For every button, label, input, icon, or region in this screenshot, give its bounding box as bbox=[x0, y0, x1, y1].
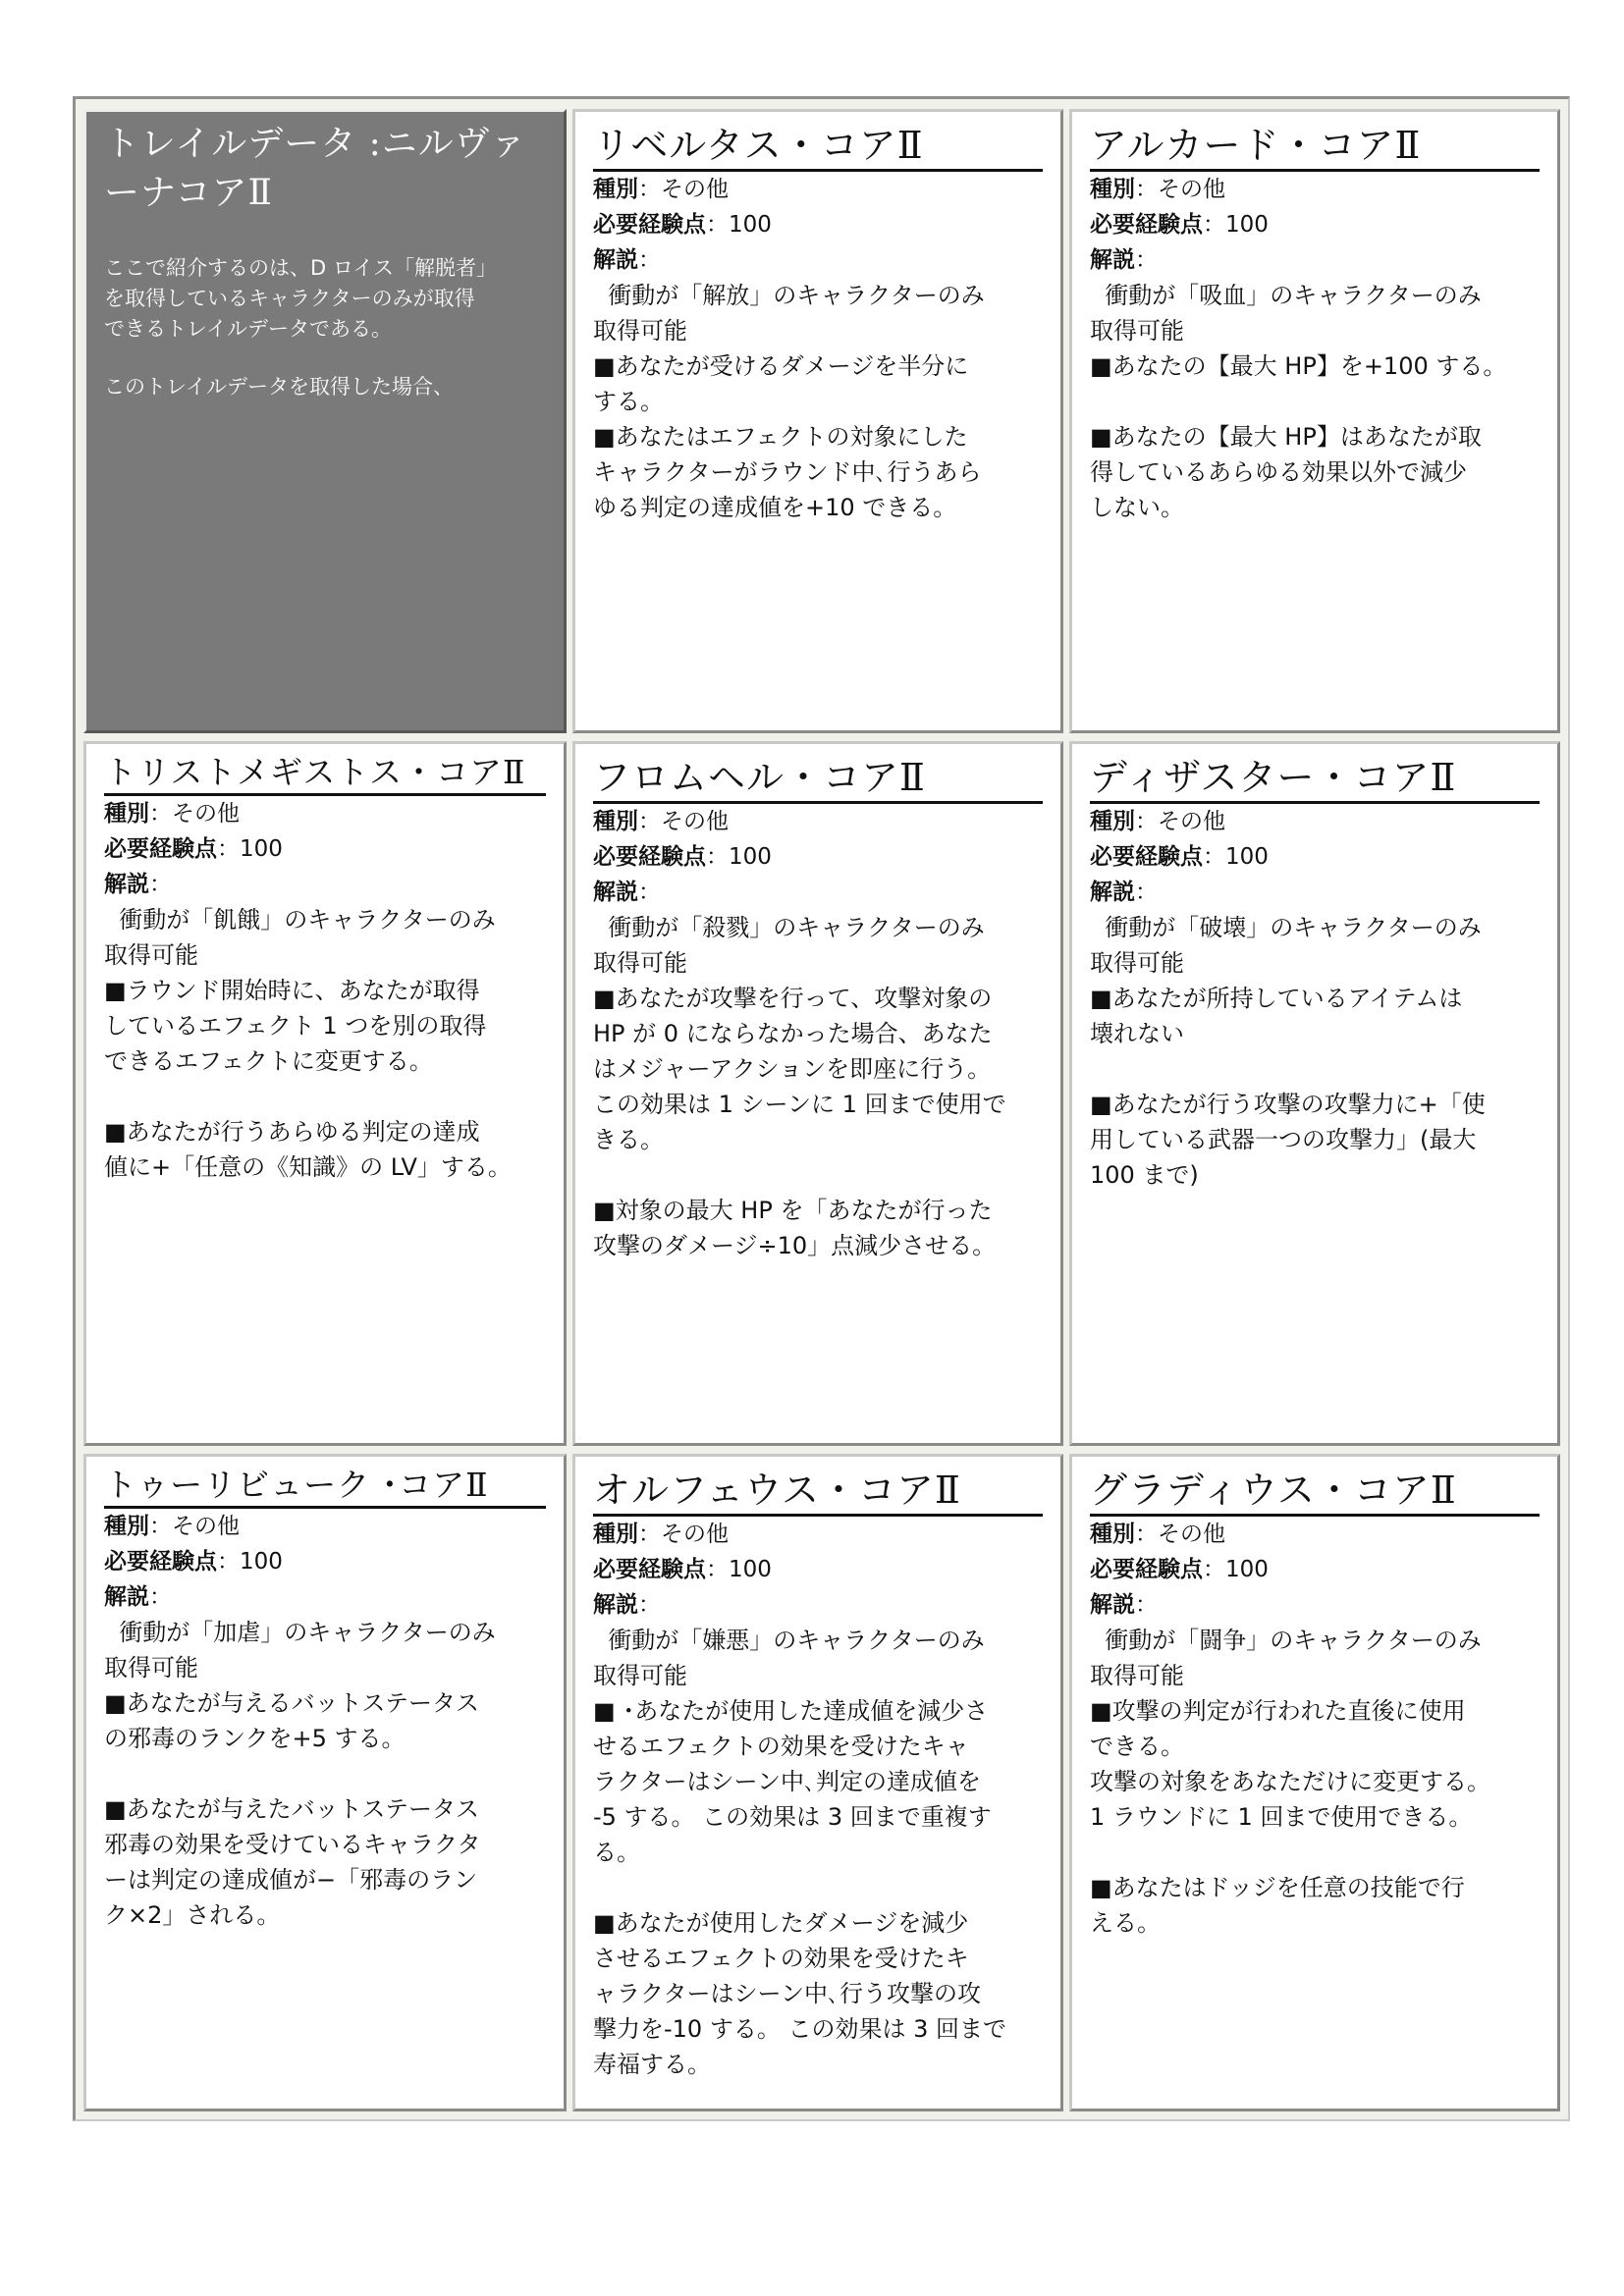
card-libertas bbox=[572, 109, 1063, 733]
desc-colon: ： bbox=[1135, 880, 1158, 905]
exp-label: 必要経験点 bbox=[104, 836, 217, 862]
exp-row bbox=[1090, 1552, 1540, 1587]
exp-value: ：100 bbox=[217, 836, 283, 862]
type-label: 種別 bbox=[1090, 809, 1135, 834]
desc-label: 解説 bbox=[1090, 880, 1135, 905]
desc-colon: ： bbox=[149, 1584, 172, 1610]
card-title: グラディウス・コアⅡ bbox=[1090, 1468, 1540, 1517]
type-value: ：その他 bbox=[1135, 177, 1225, 202]
desc-colon: ： bbox=[1135, 247, 1158, 273]
card-orpheus bbox=[572, 1454, 1063, 2111]
type-value: ：その他 bbox=[638, 177, 729, 202]
desc-label: 解説 bbox=[593, 247, 638, 273]
intro-paragraph-2: このトレイルデータを取得した場合、 bbox=[104, 375, 454, 399]
card-body: 衝動が「加虐」のキャラクターのみ 取得可能 ■あなたが与えるバットステータス の邪毒のランクを+5 する。 ■あなたが与えたバットステータス 邪毒の効果を受けているキャラクタ ーは判定の達成値が−「邪毒のラン ク×2」される。 bbox=[104, 1619, 496, 1929]
exp-row bbox=[1090, 839, 1540, 875]
card-title: トリストメギストス・コアⅡ bbox=[104, 754, 546, 796]
card-title: フロムヘル・コアⅡ bbox=[593, 756, 1043, 804]
type-row bbox=[593, 1517, 1043, 1552]
type-row bbox=[1090, 1517, 1540, 1552]
card-title: ディザスター・コアⅡ bbox=[1090, 756, 1540, 804]
desc-row bbox=[593, 1587, 1043, 1623]
card-body: 衝動が「吸血」のキャラクターのみ 取得可能 ■あなたの【最大 HP】を+100 する。 ■あなたの【最大 HP】はあなたが取 得しているあらゆる効果以外で減少 しない。 bbox=[1090, 282, 1507, 521]
type-value: ：その他 bbox=[1135, 809, 1225, 834]
card-gladius bbox=[1069, 1454, 1560, 2111]
type-label: 種別 bbox=[1090, 177, 1135, 202]
desc-colon: ： bbox=[638, 247, 661, 273]
exp-value: ：100 bbox=[1203, 212, 1269, 238]
exp-value: ：100 bbox=[1203, 1557, 1269, 1582]
type-value: ：その他 bbox=[149, 1514, 240, 1539]
desc-label: 解説 bbox=[593, 1592, 638, 1618]
exp-row bbox=[593, 839, 1043, 875]
intro-title: トレイルデータ :ニルヴァーナコアⅡ bbox=[104, 124, 527, 213]
type-row bbox=[104, 1509, 546, 1544]
desc-label: 解説 bbox=[1090, 1592, 1135, 1618]
exp-row bbox=[104, 1544, 546, 1579]
exp-label: 必要経験点 bbox=[1090, 212, 1203, 238]
desc-label: 解説 bbox=[1090, 247, 1135, 273]
desc-label: 解説 bbox=[593, 880, 638, 905]
card-body: 衝動が「殺戮」のキャラクターのみ 取得可能 ■あなたが攻撃を行って、攻撃対象の HP が 0 にならなかった場合、あなた はメジャーアクションを即座に行う。 この効果は 1 シーンに 1 回まで使用で きる。 ■対象の最大 HP を「あなたが行った 攻撃のダメージ÷10」点減少させる。 bbox=[593, 914, 1006, 1259]
exp-row bbox=[593, 1552, 1043, 1587]
exp-label: 必要経験点 bbox=[593, 1557, 706, 1582]
type-value: ：その他 bbox=[149, 801, 240, 827]
exp-value: ：100 bbox=[706, 844, 772, 870]
card-disaster bbox=[1069, 741, 1560, 1446]
card-title: トゥーリビューク ･コアⅡ bbox=[104, 1467, 546, 1509]
card-body: 衝動が「嫌悪」のキャラクターのみ 取得可能 ■ ･あなたが使用した達成値を減少さ せるエフェクトの効果を受けたキャ ラクターはシーン中､判定の達成値を -5 する。 この効果は 3 回まで重複す る。 ■あなたが使用したダメージを減少 させるエフェクトの効果を受けたキ ャラクターはシーン中､行う攻撃の攻 撃力を-10 する。 この効果は 3 回まで 寿福する。 bbox=[593, 1627, 1006, 2078]
desc-row bbox=[1090, 242, 1540, 278]
desc-colon: ： bbox=[638, 880, 661, 905]
card-tourbillon bbox=[83, 1454, 567, 2111]
exp-label: 必要経験点 bbox=[1090, 844, 1203, 870]
exp-label: 必要経験点 bbox=[593, 844, 706, 870]
exp-label: 必要経験点 bbox=[593, 212, 706, 238]
desc-colon: ： bbox=[1135, 1592, 1158, 1618]
desc-row bbox=[593, 242, 1043, 278]
type-value: ：その他 bbox=[638, 1522, 729, 1547]
type-label: 種別 bbox=[593, 177, 638, 202]
exp-value: ：100 bbox=[706, 1557, 772, 1582]
card-body: 衝動が「飢餓」のキャラクターのみ 取得可能 ■ラウンド開始時に、あなたが取得 しているエフェクト 1 つを別の取得 できるエフェクトに変更する。 ■あなたが行うあらゆる判定の達成 値に+「任意の《知識》の LV」する。 bbox=[104, 906, 512, 1181]
page-frame bbox=[73, 96, 1570, 2121]
desc-label: 解説 bbox=[104, 1584, 149, 1610]
exp-label: 必要経験点 bbox=[1090, 1557, 1203, 1582]
exp-row bbox=[593, 207, 1043, 242]
type-label: 種別 bbox=[593, 809, 638, 834]
exp-row bbox=[1090, 207, 1540, 242]
type-label: 種別 bbox=[104, 801, 149, 827]
intro-card bbox=[83, 109, 567, 733]
type-row bbox=[593, 804, 1043, 839]
card-title: リベルタス・コアⅡ bbox=[593, 124, 1043, 172]
card-body: 衝動が「破壊」のキャラクターのみ 取得可能 ■あなたが所持しているアイテムは 壊れない ■あなたが行う攻撃の攻撃力に+「使 用している武器一つの攻撃力」(最大 100 まで) bbox=[1090, 914, 1486, 1189]
card-title: オルフェウス・コアⅡ bbox=[593, 1468, 1043, 1517]
desc-row bbox=[104, 867, 546, 902]
card-trismegistus bbox=[83, 741, 567, 1446]
desc-row bbox=[1090, 875, 1540, 910]
type-label: 種別 bbox=[593, 1522, 638, 1547]
exp-value: ：100 bbox=[217, 1549, 283, 1575]
desc-colon: ： bbox=[638, 1592, 661, 1618]
desc-row bbox=[593, 875, 1043, 910]
type-row bbox=[593, 172, 1043, 207]
type-value: ：その他 bbox=[638, 809, 729, 834]
desc-row bbox=[1090, 1587, 1540, 1623]
intro-paragraph-1: ここで紹介するのは、D ロイス「解脱者」 を取得しているキャラクターのみが取得 できるトレイルデータである。 bbox=[104, 256, 498, 341]
desc-label: 解説 bbox=[104, 872, 149, 897]
card-alucard bbox=[1069, 109, 1560, 733]
type-value: ：その他 bbox=[1135, 1522, 1225, 1547]
card-title: アルカード・コアⅡ bbox=[1090, 124, 1540, 172]
exp-value: ：100 bbox=[1203, 844, 1269, 870]
card-body: 衝動が「闘争」のキャラクターのみ 取得可能 ■攻撃の判定が行われた直後に使用 できる。 攻撃の対象をあなただけに変更する。 1 ラウンドに 1 回まで使用できる。 ■あなたはドッジを任意の技能で行 える。 bbox=[1090, 1627, 1490, 1937]
type-row bbox=[104, 796, 546, 831]
type-row bbox=[1090, 172, 1540, 207]
exp-label: 必要経験点 bbox=[104, 1549, 217, 1575]
card-body: 衝動が「解放」のキャラクターのみ 取得可能 ■あなたが受けるダメージを半分に する。 ■あなたはエフェクトの対象にした キャラクターがラウンド中､行うあら ゆる判定の達成値を+10 できる。 bbox=[593, 282, 985, 521]
card-fromhell bbox=[572, 741, 1063, 1446]
type-row bbox=[1090, 804, 1540, 839]
desc-row bbox=[104, 1579, 546, 1615]
type-label: 種別 bbox=[104, 1514, 149, 1539]
type-label: 種別 bbox=[1090, 1522, 1135, 1547]
exp-value: ：100 bbox=[706, 212, 772, 238]
desc-colon: ： bbox=[149, 872, 172, 897]
exp-row bbox=[104, 831, 546, 867]
